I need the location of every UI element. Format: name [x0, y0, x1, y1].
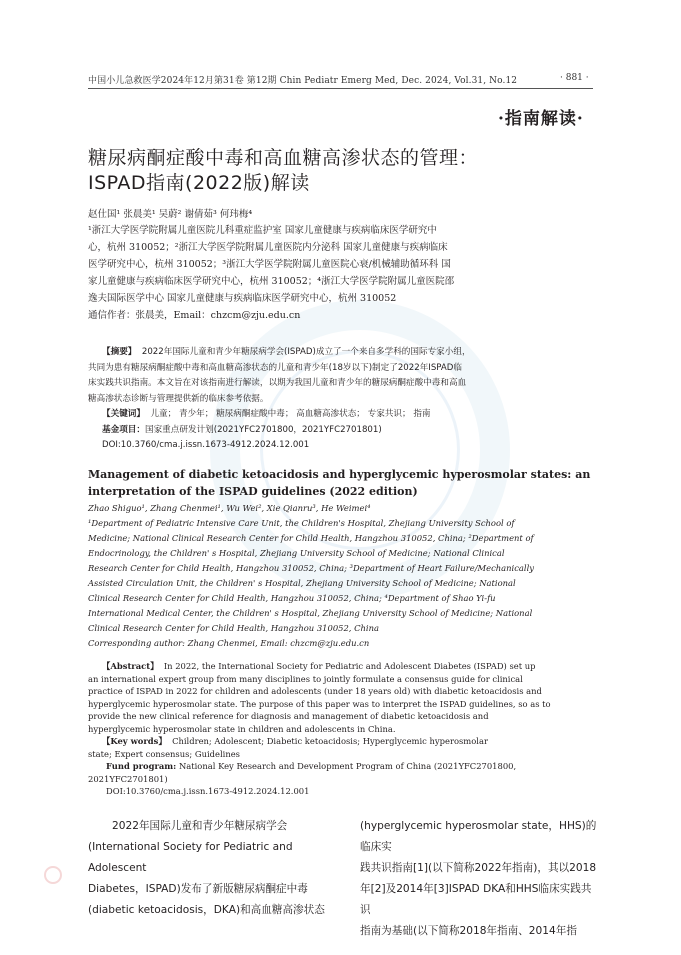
affiliation-line: 心，杭州 310052；²浙江大学医学院附属儿童医院内分泌科 国家儿童健康与疾病临床 — [88, 242, 448, 253]
en-title-line-1: Management of diabetic ketoacidosis and hyperglycemic hyperosmolar states: an — [88, 468, 591, 481]
affiliation-line: 逸夫国际医学中心 国家儿童健康与疾病临床医学研究中心，杭州 310052 — [88, 293, 397, 304]
en-authors: Zhao Shiguo¹, Zhang Chenmei¹, Wu Wei², Xie Qianru³, He Weimei⁴ — [88, 503, 371, 513]
body-line: 指南为基础(以下简称2018年指南、2014年指 — [360, 925, 577, 937]
body-right-column — [360, 816, 600, 942]
body-line: 年[2]及2014年[3]ISPAD DKA和HHS临床实践共识 — [360, 883, 592, 916]
affiliation-line: 医学研究中心，杭州 310052；³浙江大学医学院附属儿童医院心衰/机械辅助循环科 国 — [88, 259, 451, 270]
cn-abstract-line: 共同为患有糖尿病酮症酸中毒和高血糖高渗状态的儿童和青少年(18岁以下)制定了2022年ISPAD临 — [88, 362, 463, 373]
en-abstract-line: provide the new clinical reference for diagnosis and management of diabetic ketoacidosis and — [88, 711, 489, 721]
en-keywords-line-2: state; Expert consensus; Guidelines — [88, 748, 240, 759]
en-affiliation-line: Clinical Research Center for Child Health, Hangzhou 310052, China — [88, 623, 379, 633]
cn-fund-label: 基金项目： — [102, 424, 145, 435]
english-abstract — [88, 660, 593, 798]
cn-abstract-line: 2022年国际儿童和青少年糖尿病学会(ISPAD)成立了一个来自多学科的国际专家小组， — [141, 347, 471, 357]
body-line: Diabetes，ISPAD)发布了新版糖尿病酮症中毒 — [88, 883, 308, 895]
cn-keywords: 儿童； 青少年； 糖尿病酮症酸中毒； 高血糖高渗状态； 专家共识； 指南 — [150, 409, 431, 419]
header-rule — [88, 88, 593, 89]
cn-doi: DOI:10.3760/cma.j.issn.1673-4912.2024.12.001 — [102, 440, 310, 450]
affiliations — [88, 222, 588, 324]
corresponding-author: 通信作者：张晨美，Email：chzcm@zju.edu.cn — [88, 310, 301, 321]
affiliation-line: 家儿童健康与疾病临床医学研究中心，杭州 310052；⁴浙江大学医学院附属儿童医院邵 — [88, 276, 455, 287]
en-fund-label: Fund program: — [106, 761, 177, 771]
en-title-line-2: interpretation of the ISPAD guidelines (2022 edition) — [88, 485, 418, 498]
english-title — [88, 466, 593, 500]
en-corresponding-author: Corresponding author: Zhang Chenmei, Email: chzcm@zju.edu.cn — [88, 638, 370, 648]
publisher-logo-icon — [44, 866, 62, 884]
en-abstract-line: hyperglycemic hyperosmolar state in children and adolescents in China. — [88, 723, 396, 734]
en-abstract-line: practice of ISPAD in 2022 for children and adolescents (under 18 years old) with diabetic ketoacidosis and — [88, 686, 542, 696]
cn-keywords-label: 【关键词】 — [102, 409, 145, 419]
authors: 赵仕国¹ 张晨美¹ 吴蔚² 谢倩茹³ 何玮梅⁴ — [88, 209, 253, 220]
cn-abstract-line: 糖高渗状态诊断与管理提供新的临床参考依据。 — [88, 393, 269, 404]
title-line-1: 糖尿病酮症酸中毒和高血糖高渗状态的管理： — [88, 147, 479, 169]
english-authors-affiliations — [88, 501, 593, 651]
section-label: ·指南解读· — [498, 109, 584, 129]
cn-abstract-label: 【摘要】 — [102, 347, 137, 357]
en-fund-line-2: 2021YFC2701801) — [88, 773, 168, 784]
en-affiliation-line: Medicine; National Clinical Research Center for Child Health, Hangzhou 310052, China; ²Department of — [88, 533, 534, 543]
en-affiliation-line: Research Center for Child Health, Hangzhou 310052, China; ³Department of Heart Failure/Mechanically — [88, 563, 534, 573]
en-affiliation-line: International Medical Center, the Children' s Hospital, Zhejiang University School of Medicine; National — [88, 608, 533, 618]
page-number: · 881 · — [560, 73, 589, 83]
en-affiliation-line: ¹Department of Pediatric Intensive Care Unit, the Children's Hospital, Zhejiang University School of — [88, 518, 515, 528]
body-left-column — [88, 816, 328, 921]
body-line: (diabetic ketoacidosis，DKA)和高血糖高渗状态 — [88, 904, 325, 916]
journal-header: 中国小儿急救医学2024年12月第31卷 第12期 Chin Pediatr Emerg Med, Dec. 2024, Vol.31, No.12 — [88, 76, 518, 86]
en-fund-line-1: National Key Research and Development Program of China (2021YFC2701800, — [178, 761, 517, 771]
article-title — [88, 146, 588, 196]
title-line-2: ISPAD指南(2022版)解读 — [88, 172, 310, 194]
en-abstract-line: an international expert group from many disciplines to jointly formulate a consensus guide for clinical — [88, 673, 523, 684]
en-keywords-line-1: Children; Adolescent; Diabetic ketoacidosis; Hyperglycemic hyperosmolar — [172, 736, 488, 746]
cn-abstract — [88, 345, 592, 454]
en-abstract-line: In 2022, the International Society for Pediatric and Adolescent Diabetes (ISPAD) set up — [163, 661, 536, 671]
en-keywords-label: 【Key words】 — [102, 736, 167, 746]
en-abstract-line: hyperglycemic hyperosmolar state. The purpose of this paper was to interpret the ISPAD guidelines, so as to — [88, 698, 551, 709]
en-affiliation-line: Assisted Circulation Unit, the Children' s Hospital, Zhejiang University School of Medicine; National — [88, 578, 516, 588]
body-line: 践共识指南[1](以下简称2022年指南)，其以2018 — [360, 862, 597, 874]
en-affiliation-line: Clinical Research Center for Child Health, Hangzhou 310052, China; ⁴Department of Shao Yi-fu — [88, 593, 496, 603]
affiliation-line: ¹浙江大学医学院附属儿童医院儿科重症监护室 国家儿童健康与疾病临床医学研究中 — [88, 225, 437, 236]
body-line: (hyperglycemic hyperosmolar state，HHS)的临床实 — [360, 820, 597, 853]
en-doi: DOI:10.3760/cma.j.issn.1673-4912.2024.12.001 — [106, 786, 310, 796]
en-affiliation-line: Endocrinology, the Children' s Hospital, Zhejiang University School of Medicine; National Clinical — [88, 548, 505, 558]
body-line: 2022年国际儿童和青少年糖尿病学会 — [112, 820, 288, 832]
body-line: (International Society for Pediatric and Adolescent — [88, 841, 293, 874]
cn-abstract-line: 床实践共识指南。本文旨在对该指南进行解读，以期为我国儿童和青少年的糖尿病酮症酸中毒和高血 — [88, 378, 467, 388]
en-abstract-label: 【Abstract】 — [102, 661, 159, 671]
cn-fund: 国家重点研发计划(2021YFC2701800，2021YFC2701801) — [144, 424, 382, 435]
